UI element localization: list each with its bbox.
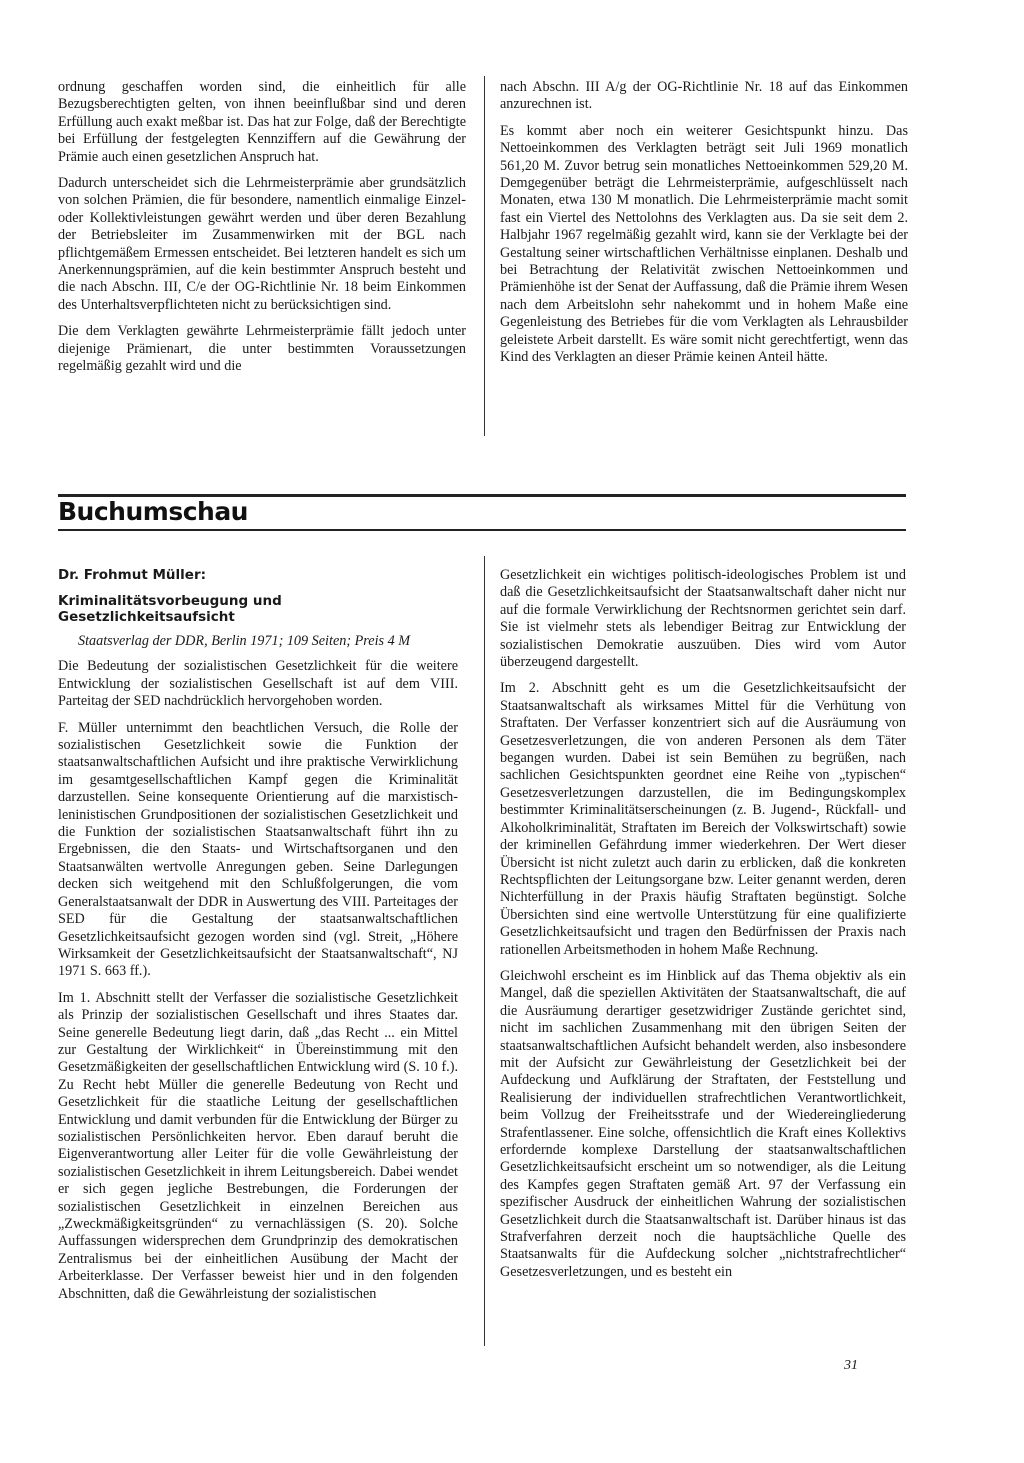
review-right-column <box>500 567 906 1290</box>
paragraph: Gleichwohl erscheint es im Hinblick auf das Thema objektiv als ein Mangel, daß die speziellen Aktivitäten der Staatsanwaltschaft, die auf die Ausräumung derartiger gesetzwidriger Zustände gerichtet sind, nicht im sachlichen Zusammenhang mit den übrigen Seiten der staatsanwaltschaftlichen Aufsicht behandelt werden, also insbesondere mit der Aufsicht zur Gewährleistung der Gesetzlichkeit bei der Aufdeckung und Aufklärung der Straftaten, der Feststellung und Realisierung der individuellen strafrechtlichen Verantwortlichkeit, beim Vollzug der Freiheitsstrafe und der Wiedereingliederung Strafentlassener. Eine solche, offensichtlich die Kraft eines Kollektivs erfordernde komplexe Darstellung der staatsanwaltschaftlichen Gesetzlichkeitsaufsicht erscheint um so notwendiger, als die Leitung des Kampfes gegen Straftaten gemäß Art. 97 der Verfassung ein spezifischer Ausdruck der einheitlichen Wahrung der sozialistischen Gesetzlichkeit durch die Staatsanwaltschaft ist. Darüber hinaus ist das Strafverfahren derzeit noch die hauptsächliche Quelle des Staatsanwalts für die Aufdeckung solcher „nichtstrafrechtlicher“ Gesetzesverletzungen, und es besteht ein <box>500 967 906 1280</box>
review-left-column <box>58 567 458 1312</box>
section-heading: Buchumschau <box>58 497 248 526</box>
column-divider <box>484 556 485 1346</box>
paragraph: Im 2. Abschnitt geht es um die Gesetzlichkeitsaufsicht der Staatsanwaltschaft als wirksames Mittel für die Verhütung von Straftaten. Der Verfasser konzentriert sich auf die Ausräumung von Gesetzesverletzungen, die von anderen Personen als dem Täter begangen wurden. Dabei ist sein Bemühen zu begrüßen, nach sachlichen Gesichtspunkten geordnet eine Reihe von „typischen“ Gesetzesverletzungen darzustellen, die im Bedingungskomplex bestimmter Kriminalitätserscheinungen (z. B. Jugend-, Rückfall- und Alkoholkriminalität, Straftaten im Bereich der Volkswirtschaft) sowie der kriminellen Gefährdung immer wiederkehren. Der Wert dieser Übersicht ist nicht zuletzt auch darin zu erblicken, daß die konkreten Rechtspflichten der Leitungsorgane bzw. Leiter genannt werden, deren Nichterfüllung in der Praxis häufig Straftaten begünstigt. Solche Übersichten sind eine wertvolle Unterstützung für eine qualifizierte Gesetzlichkeitsaufsicht und tragen den Bedürfnissen der Praxis nach rationellen Arbeitsmethoden in hohem Maße Rechnung. <box>500 680 906 958</box>
paragraph: Die dem Verklagten gewährte Lehrmeisterprämie fällt jedoch unter diejenige Prämienart, die unter bestimmten Voraussetzungen regelmäßig gezahlt wird und die <box>58 323 466 375</box>
paragraph: Gesetzlichkeit ein wichtiges politisch-ideologisches Problem ist und daß die Gesetzlichkeitsaufsicht der Staatsanwaltschaft daher nicht nur auf die formale Verwirklichung der Rechtsnormen gerichtet sein darf. Sie ist vielmehr stets als lebendiger Beitrag zur Entwicklung der sozialistischen Demokratie auszuüben. Dies wird vom Autor überzeugend dargestellt. <box>500 567 906 671</box>
paragraph: ordnung geschaffen worden sind, die einheitlich für alle Bezugsberechtigten gelten, von ihnen beeinflußbar sind und deren Erfüllung auch exakt meßbar ist. Das hat zur Folge, daß der Berechtigte bei Erfüllung der festgelegten Kennziffern auf die Gewährung der Prämie auch einen gesetzlichen Anspruch hat. <box>58 79 466 165</box>
review-book-title: Kriminalitätsvorbeugung und Gesetzlichkeitsaufsicht <box>58 593 282 625</box>
review-publisher: Staatsverlag der DDR, Berlin 1971; 109 Seiten; Preis 4 M <box>78 633 411 649</box>
section-rule-bottom <box>58 529 906 531</box>
column-divider <box>484 76 485 436</box>
paragraph: F. Müller unternimmt den beachtlichen Versuch, die Rolle der sozialistischen Gesetzlichkeit sowie die Funktion der staatsanwaltschaftlichen Aufsicht und ihre praktische Verwirklichung im gesamtgesellschaftlichen Kampf gegen die Kriminalität darzustellen. Seine konsequente Orientierung auf die marxistisch-leninistischen Grundpositionen der sozialistischen Gesetzlichkeit und die Funktion der sozialistischen Staatsanwaltschaft führt ihn zu Ergebnissen, die den Staats- und Wirtschaftsorganen und den Staatsanwälten wertvolle Anregungen geben. Seine Darlegungen decken sich weitgehend mit den Schlußfolgerungen, die vom Generalstaatsanwalt der DDR in Auswertung des VIII. Parteitages der SED für die Gestaltung der staatsanwaltschaftlichen Gesetzlichkeitsaufsicht gezogen worden sind (vgl. Streit, „Höhere Wirksamkeit der Gesetzlichkeitsaufsicht der Staatsanwaltschaft“, NJ 1971 S. 663 ff.). <box>58 719 458 980</box>
page-number: 31 <box>844 1358 858 1373</box>
paragraph: Im 1. Abschnitt stellt der Verfasser die sozialistische Gesetzlichkeit als Prinzip der sozialistischen Gesellschaft und ihres Staates dar. Seine generelle Bedeutung liegt darin, daß „das Recht ... ein Mittel zur Gestaltung der Wirklichkeit“ in Übereinstimmung mit den Gesetzmäßigkeiten der gesellschaftlichen Entwicklung wird (S. 10 f.). Zu Recht hebt Müller die generelle Bedeutung von Recht und Gesetzlichkeit für die staatliche Leitung der gesellschaftlichen Entwicklung und damit verbunden für die Entwicklung der Bürger zu sozialistischen Persönlichkeiten hervor. Eben darauf beruht die Eigenverantwortung aller Leiter für die volle Gewährleistung der sozialistischen Gesetzlichkeit in ihrem Leitungsbereich. Dabei wendet er sich gegen jegliche Bestrebungen, die Forderungen der sozialistischen Gesetzlichkeit in einzelnen Bereichen aus „Zweckmäßigkeitsgründen“ zu vernachlässigen (S. 20). Solche Auffassungen widersprechen dem Grundprinzip des demokratischen Zentralismus bei der einheitlichen Ausübung der Macht der Arbeiterklasse. Der Verfasser beweist hier und in den folgenden Abschnitten, daß die Gewährleistung der sozialistischen <box>58 989 458 1302</box>
paragraph: nach Abschn. III A/g der OG-Richtlinie Nr. 18 auf das Einkommen anzurechnen ist. <box>500 79 908 113</box>
paragraph: Dadurch unterscheidet sich die Lehrmeisterprämie aber grundsätzlich von solchen Prämien, die für besondere, namentlich einmalige Einzel- oder Kollektivleistungen gewährt werden und über deren Bezahlung der Betriebsleiter im Zusammenwirken mit der BGL nach pflichtgemäßem Ermessen entscheidet. Bei letzteren handelt es sich um Anerkennungsprämien, auf die kein bestimmter Anspruch besteht und die nach Abschn. III, C/e der OG-Richtlinie Nr. 18 beim Einkommen des Unterhaltsverpflichteten nicht zu berücksichtigen sind. <box>58 175 466 313</box>
review-author: Dr. Frohmut Müller: <box>58 567 207 583</box>
continuation-right-column <box>500 79 908 376</box>
continuation-left-column <box>58 79 466 385</box>
paragraph: Die Bedeutung der sozialistischen Gesetzlichkeit für die weitere Entwicklung der sozialistischen Gesellschaft ist auf dem VIII. Parteitag der SED nachdrücklich hervorgehoben worden. <box>58 658 458 710</box>
paragraph: Es kommt aber noch ein weiterer Gesichtspunkt hinzu. Das Nettoeinkommen des Verklagten beträgt seit Juli 1969 monatlich 561,20 M. Zuvor betrug sein monatliches Nettoeinkommen 529,20 M. Demgegenüber beträgt die Lehrmeisterprämie, aufgeschlüsselt nach Monaten, etwa 130 M monatlich. Die Lehrmeisterprämie macht somit fast ein Viertel des Nettolohns des Verklagten aus. Da sie seit dem 2. Halbjahr 1967 regelmäßig gezahlt wird, kann sie der Verklagte bei der Gestaltung seiner wirtschaftlichen Verhältnisse einplanen. Deshalb und bei Betrachtung der Relativität zwischen Nettoeinkommen und Prämienhöhe ist der Senat der Auffassung, daß die Prämie ihrem Wesen nach dem Arbeitslohn sehr nahekommt und in hohem Maße eine Gegenleistung des Betriebes für die vom Verklagten als Lehrausbilder geleistete Arbeit darstellt. Es wäre somit nicht gerechtfertigt, wenn das Kind des Verklagten an dieser Prämie keinen Anteil hätte. <box>500 122 908 366</box>
